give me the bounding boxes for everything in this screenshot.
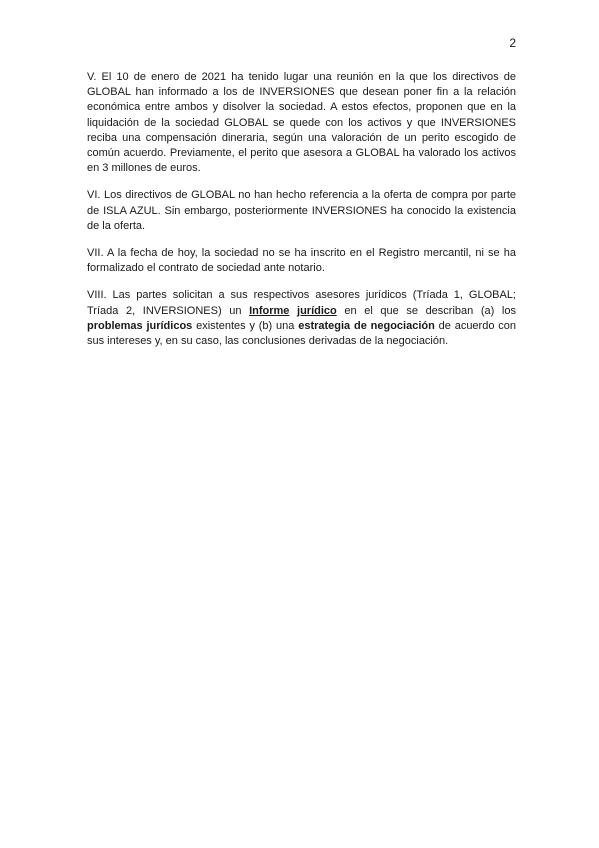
paragraph-numeral: VI. (87, 189, 101, 202)
paragraph-text: de acuerdo con sus intereses y, en su caso, las conclusiones derivadas de la negociación. (87, 319, 516, 348)
paragraph-text: El 10 de enero de 2021 ha tenido lugar una reunión en la que los directivos de GLOBAL han informado a los de INVERSIONES que desean poner fin a la relación económica entre ambos y disolver la sociedad. A estos efectos, proponen que en la liquidación de la sociedad GLOBAL se quede con los activos y que INVERSIONES reciba una compensación dineraria, según una valoración de un perito escogido de común acuerdo. Previamente, el perito que asesora a GLOBAL ha valorado los activos en 3 millones de euros. (87, 71, 516, 175)
paragraph-v (87, 70, 516, 176)
paragraph-viii (87, 288, 516, 349)
emphasis-problemas-juridicos: problemas jurídicos (87, 319, 193, 332)
paragraph-vi (87, 188, 516, 234)
paragraph-text: A la fecha de hoy, la sociedad no se ha inscrito en el Registro mercantil, ni se ha formalizado el contrato de sociedad ante notario. (87, 247, 516, 275)
word-space (289, 305, 297, 317)
paragraph-text: Los directivos de GLOBAL no han hecho referencia a la oferta de compra por parte de ISLA AZUL. Sin embargo, posteriormente INVERSIONES ha conocido la existencia de la oferta. (87, 189, 516, 232)
paragraph-numeral: V. (87, 71, 97, 83)
document-body (87, 70, 516, 361)
emphasis-informe: Informe (249, 304, 290, 317)
paragraph-numeral: VII. (87, 247, 104, 260)
paragraph-numeral: VIII. (87, 289, 107, 302)
paragraph-text: Las partes solicitan a sus respectivos asesores jurídicos (Tríada 1, GLOBAL; Tríada 2, INVERSIONES) un (87, 289, 516, 317)
emphasis-juridico: jurídico (297, 304, 337, 317)
paragraph-vii (87, 246, 516, 276)
page-number: 2 (509, 36, 516, 50)
paragraph-text: en el que se describan (a) los (336, 304, 516, 317)
paragraph-text: existentes y (b) una (192, 319, 299, 332)
emphasis-estrategia-negociacion: estrategia de negociación (298, 319, 435, 332)
